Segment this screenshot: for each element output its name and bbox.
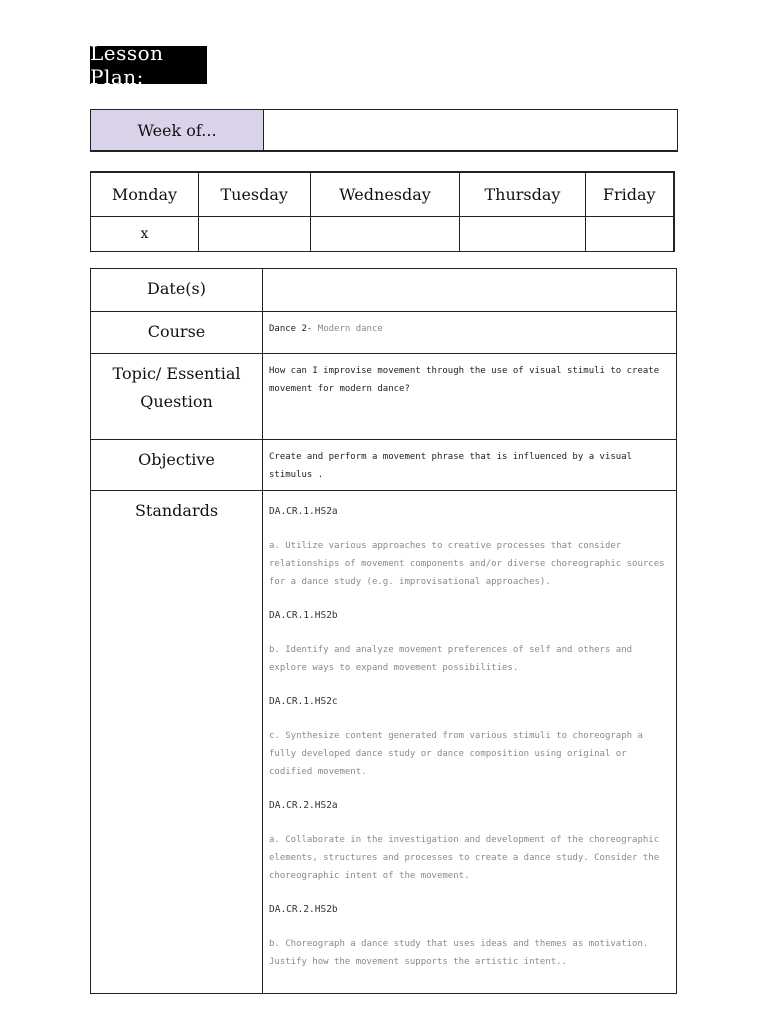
day-friday: Friday <box>585 172 674 217</box>
standard-code: DA.CR.2.HS2a <box>269 800 338 811</box>
topic-label <box>91 354 263 440</box>
standard-code: DA.CR.1.HS2b <box>269 610 338 621</box>
week-row <box>90 109 678 152</box>
standard-text: b. Choreograph a dance study that uses ideas and themes as motivation. Justify how the movement supports the artistic intent.. <box>269 939 649 967</box>
standard-code: DA.CR.2.HS2b <box>269 904 338 915</box>
mark-friday[interactable] <box>585 217 674 252</box>
topic-value[interactable]: How can I improvise movement through the use of visual stimuli to create movement for modern dance? <box>263 354 677 440</box>
plan-table <box>90 268 677 994</box>
standards-value[interactable] <box>263 491 677 994</box>
dates-label: Date(s) <box>91 269 263 312</box>
standard-code: DA.CR.1.HS2a <box>269 506 338 517</box>
week-value[interactable] <box>264 110 677 150</box>
objective-value[interactable]: Create and perform a movement phrase that is influenced by a visual stimulus . <box>263 440 677 491</box>
day-thursday: Thursday <box>460 172 585 217</box>
day-wednesday: Wednesday <box>310 172 460 217</box>
week-label: Week of... <box>91 110 264 150</box>
course-name: Dance 2- <box>269 324 313 334</box>
mark-monday[interactable]: x <box>91 217 199 252</box>
standard-text: c. Synthesize content generated from various stimuli to choreograph a fully developed dance study or dance composition using original or codified movement. <box>269 731 643 777</box>
mark-wednesday[interactable] <box>310 217 460 252</box>
standards-label: Standards <box>91 491 263 994</box>
topic-label-line2: Question <box>140 392 213 411</box>
dates-value[interactable] <box>263 269 677 312</box>
day-monday: Monday <box>91 172 199 217</box>
course-subtitle: Modern dance <box>312 324 383 334</box>
day-tuesday: Tuesday <box>198 172 310 217</box>
topic-label-line1: Topic/ Essential <box>112 364 241 383</box>
days-table <box>90 171 675 252</box>
page-title: Lesson Plan: <box>90 46 207 84</box>
course-value[interactable] <box>263 312 677 354</box>
standard-text: a. Utilize various approaches to creative processes that consider relationships of movement components and/or diverse choreographic sources for a dance study (e.g. improvisational approaches). <box>269 541 665 587</box>
standard-text: b. Identify and analyze movement preferences of self and others and explore ways to expand movement possibilities. <box>269 645 633 673</box>
objective-label: Objective <box>91 440 263 491</box>
mark-tuesday[interactable] <box>198 217 310 252</box>
mark-thursday[interactable] <box>460 217 585 252</box>
course-label: Course <box>91 312 263 354</box>
standard-text: a. Collaborate in the investigation and development of the choreographic elements, structures and processes to create a dance study. Consider the choreographic intent of the movement. <box>269 835 660 881</box>
standard-code: DA.CR.1.HS2c <box>269 696 338 707</box>
